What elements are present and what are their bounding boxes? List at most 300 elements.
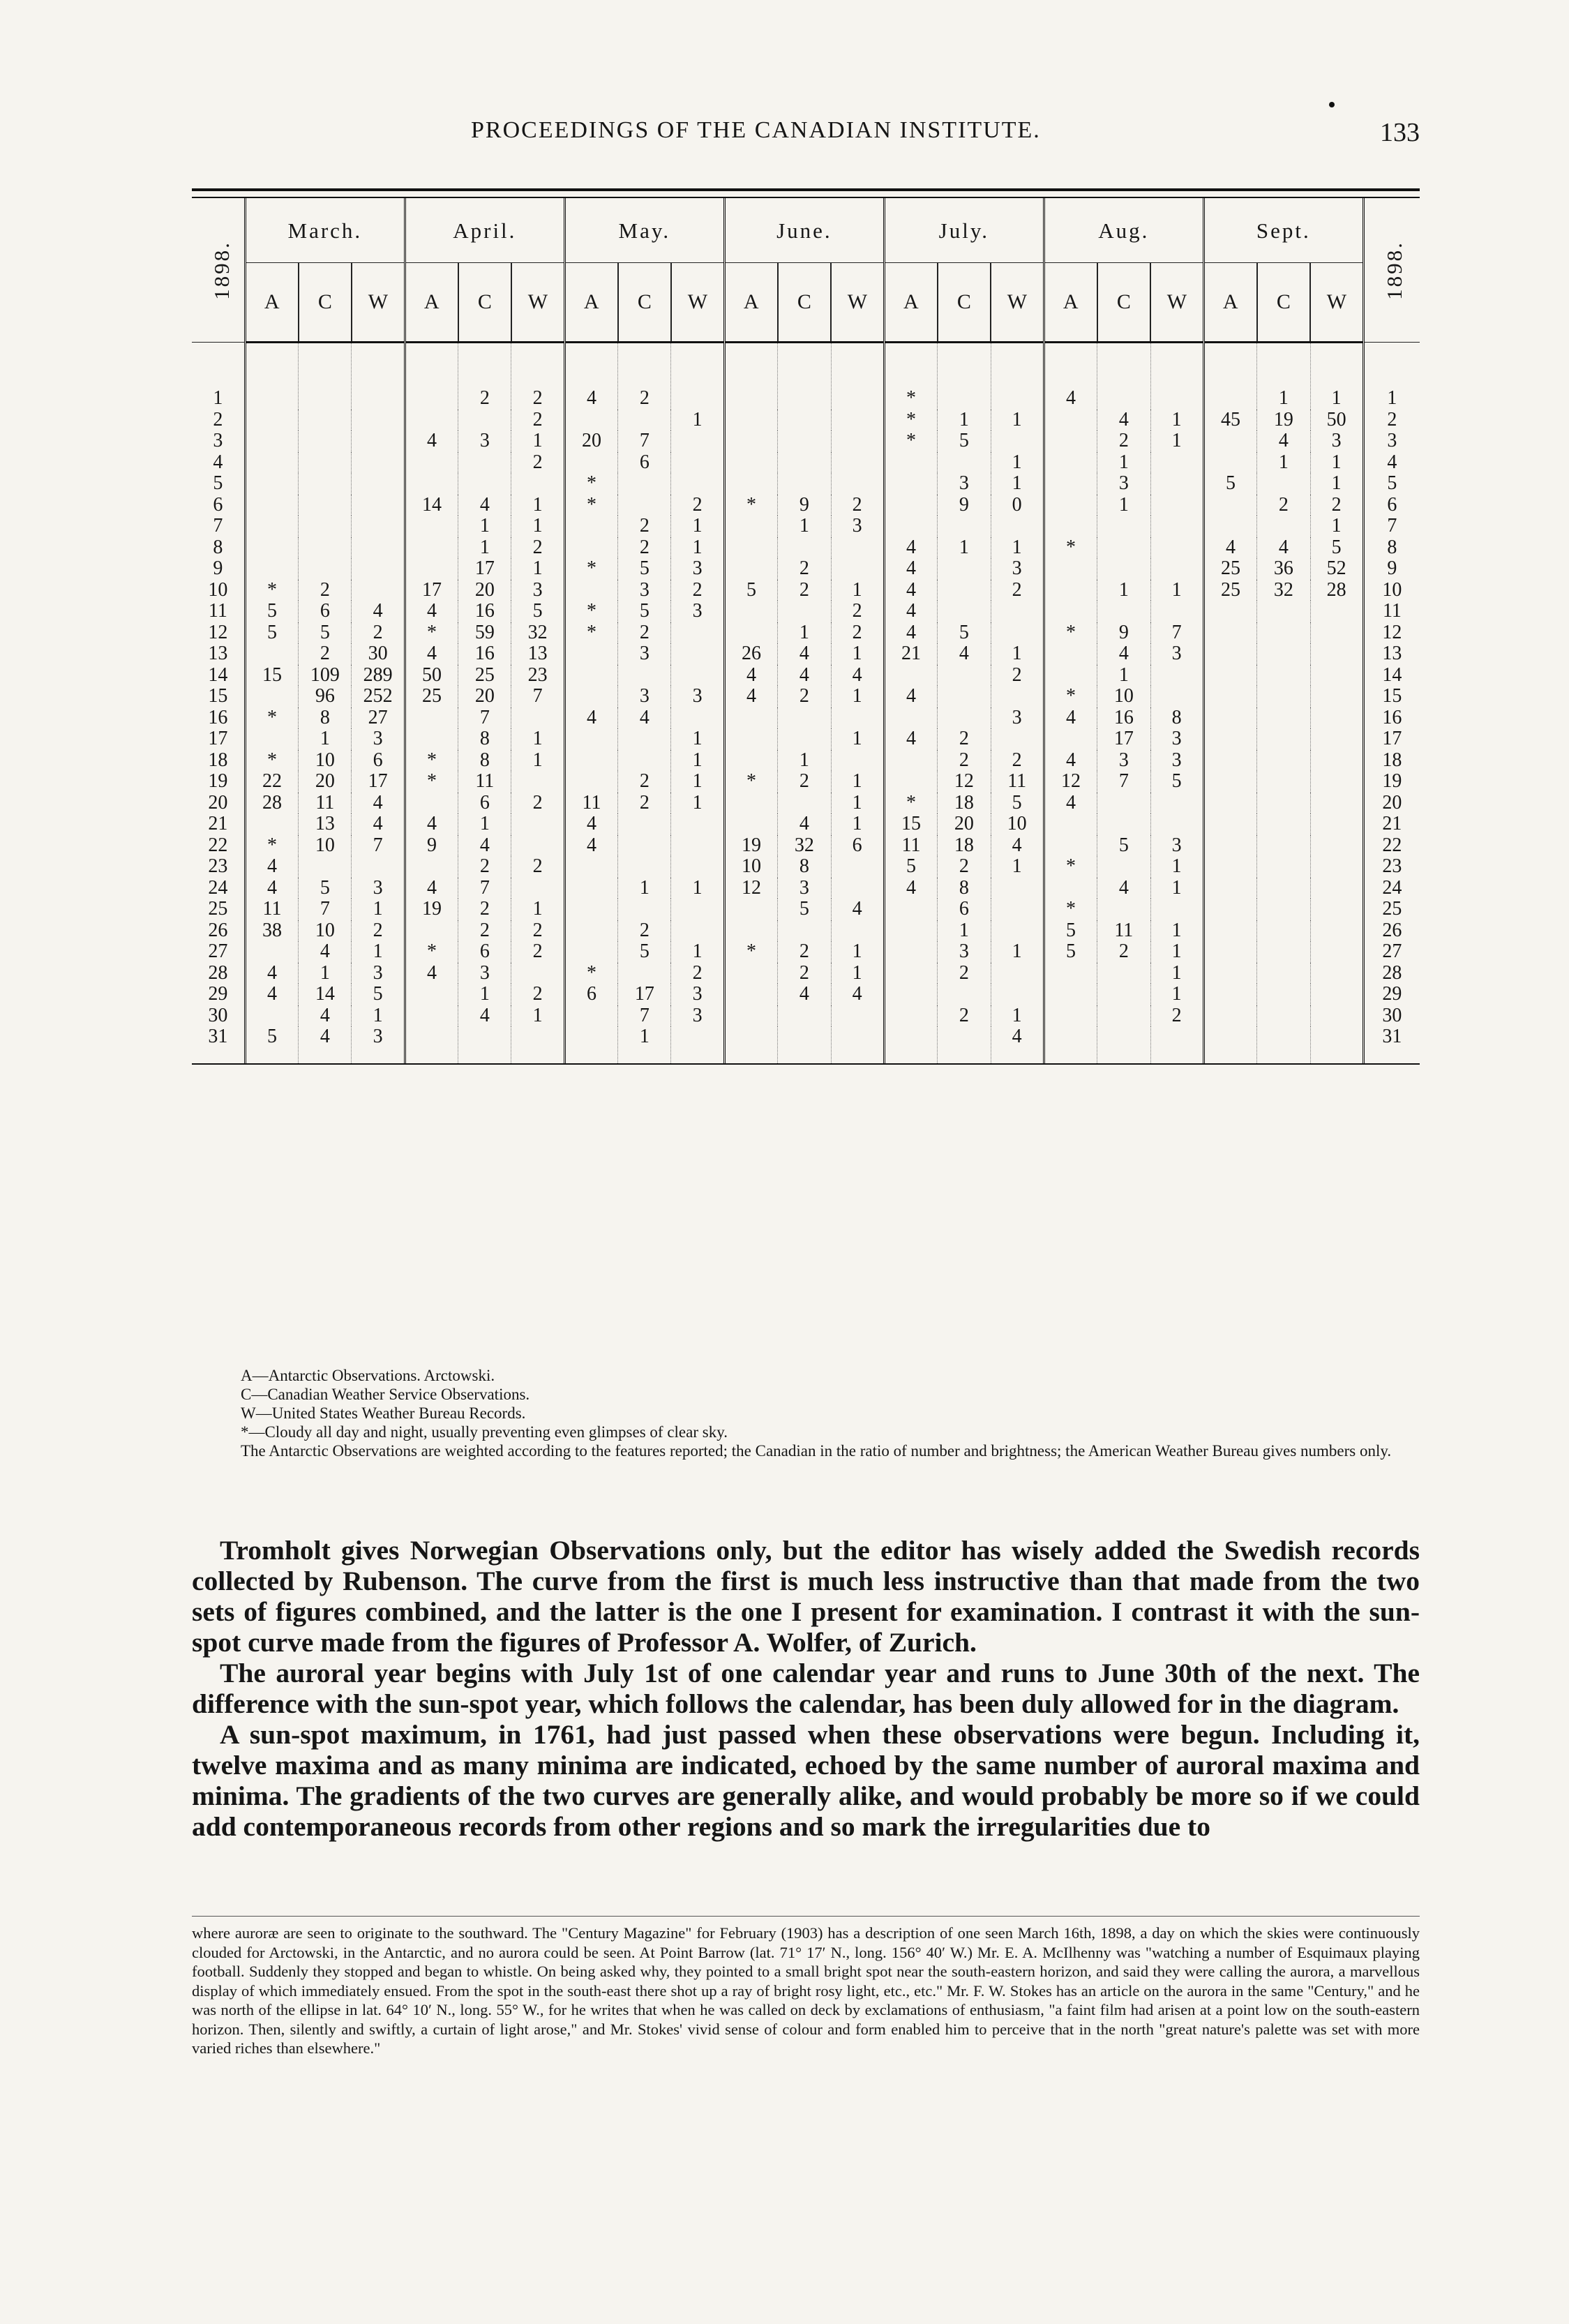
observation-cell: 8 — [299, 707, 352, 729]
observation-cell — [1044, 963, 1097, 984]
observation-cell — [671, 452, 724, 474]
observation-cell — [1257, 707, 1310, 729]
observation-cell — [991, 984, 1044, 1005]
day-number: 23 — [208, 855, 228, 878]
observation-cell — [564, 899, 617, 920]
observation-cell: 4 — [884, 878, 937, 899]
observation-cell — [1203, 963, 1256, 984]
table-row — [192, 622, 1420, 644]
observation-cell — [1257, 686, 1310, 707]
day-number: 19 — [208, 770, 228, 793]
observation-cell: 1 — [352, 941, 405, 963]
observation-cell: 1 — [618, 878, 671, 899]
observation-cell — [778, 1005, 831, 1027]
observation-cell: 2 — [778, 963, 831, 984]
table-row — [192, 1005, 1420, 1027]
observation-cell: * — [245, 580, 298, 601]
observation-cell: 5 — [511, 601, 564, 622]
observation-cell: 3 — [458, 963, 511, 984]
observation-cell: 3 — [511, 580, 564, 601]
observation-cell: 5 — [299, 878, 352, 899]
day-number: 15 — [1363, 686, 1420, 707]
observation-cell — [511, 835, 564, 857]
observation-cell: 1 — [1150, 410, 1203, 431]
observation-cell: 59 — [458, 622, 511, 644]
observation-cell — [1203, 984, 1256, 1005]
observation-cell: 1 — [1310, 452, 1363, 474]
observation-cell: 1 — [991, 643, 1044, 665]
page-mark — [1329, 102, 1335, 107]
observation-cell — [1257, 516, 1310, 537]
observation-cell — [671, 1026, 724, 1063]
observation-cell: 1 — [831, 963, 884, 984]
subcolumn-header: A — [564, 263, 617, 343]
table-row — [192, 580, 1420, 601]
observation-cell: 3 — [352, 728, 405, 750]
observation-cell: 10 — [1097, 686, 1150, 707]
body-paragraph: Tromholt gives Norwegian Observations only, but the editor has wisely added the Swedish records collected by Rubenson. The curve from the first is much less instructive than that made from the two sets of figures combined, and the latter is the one I present for examination. I contrast it with the sun-spot curve made from the figures of Professor A. Wolfer, of Zurich. — [192, 1535, 1420, 1658]
page-number: 133 — [1380, 118, 1420, 147]
observation-cell — [1150, 537, 1203, 559]
observation-cell — [778, 601, 831, 622]
observation-cell: 4 — [991, 1026, 1044, 1063]
observation-cell — [1150, 516, 1203, 537]
observation-cell — [245, 473, 298, 495]
day-number: 4 — [1363, 452, 1420, 474]
observation-cell — [1310, 622, 1363, 644]
observation-cell — [618, 495, 671, 516]
observation-cell: * — [884, 430, 937, 452]
observation-cell — [991, 899, 1044, 920]
observation-cell: 4 — [884, 601, 937, 622]
observation-cell — [724, 516, 777, 537]
observation-cell — [245, 452, 298, 474]
table-row — [192, 665, 1420, 687]
observation-cell — [831, 1005, 884, 1027]
observation-cell — [1257, 1005, 1310, 1027]
observation-cell: 1 — [831, 686, 884, 707]
observation-cell: 11 — [884, 835, 937, 857]
observation-cell: 4 — [938, 643, 991, 665]
observation-cell: 3 — [1150, 643, 1203, 665]
observation-cell — [1044, 665, 1097, 687]
observation-cell: 1 — [1150, 984, 1203, 1005]
observation-cell: 1 — [991, 452, 1044, 474]
observation-cell: 32 — [778, 835, 831, 857]
body-text — [192, 1535, 1420, 1842]
observation-cell: 2 — [778, 686, 831, 707]
observation-cell — [1310, 771, 1363, 793]
observation-cell — [724, 750, 777, 772]
observation-cell — [831, 1026, 884, 1063]
observation-cell: * — [564, 495, 617, 516]
observation-cell: 289 — [352, 665, 405, 687]
observation-cell — [1044, 452, 1097, 474]
observation-cell — [991, 430, 1044, 452]
observation-cell: 5 — [991, 793, 1044, 814]
day-number: 1 — [1363, 343, 1420, 410]
observation-cell — [352, 452, 405, 474]
observation-cell: 2 — [1257, 495, 1310, 516]
observation-cell: 13 — [511, 643, 564, 665]
observation-cell — [564, 1026, 617, 1063]
observation-cell — [1310, 707, 1363, 729]
observation-cell — [671, 920, 724, 942]
observation-cell — [724, 899, 777, 920]
observation-cell — [564, 920, 617, 942]
observation-cell — [1150, 899, 1203, 920]
observation-cell — [1203, 920, 1256, 942]
observation-cell: 5 — [299, 622, 352, 644]
observation-cell — [884, 1005, 937, 1027]
observation-cell — [724, 558, 777, 580]
observation-cell: 4 — [405, 601, 458, 622]
observation-cell: 28 — [245, 793, 298, 814]
observation-cell: * — [405, 622, 458, 644]
observation-cell — [299, 473, 352, 495]
observation-cell: 1 — [1257, 452, 1310, 474]
day-number: 3 — [213, 430, 223, 452]
observation-cell — [671, 665, 724, 687]
observation-cell — [884, 963, 937, 984]
observation-cell: 3 — [1150, 728, 1203, 750]
observation-cell: 2 — [618, 771, 671, 793]
observation-cell: 8 — [458, 750, 511, 772]
observation-cell — [1257, 984, 1310, 1005]
observation-cell: 2 — [1097, 941, 1150, 963]
observation-cell: 109 — [299, 665, 352, 687]
observation-cell — [1257, 814, 1310, 835]
observation-cell: 1 — [1150, 941, 1203, 963]
day-number: 13 — [1363, 643, 1420, 665]
observation-cell: 2 — [511, 984, 564, 1005]
observation-cell: 17 — [352, 771, 405, 793]
observation-cell — [831, 558, 884, 580]
observation-cell: 2 — [352, 920, 405, 942]
observation-cell — [564, 1005, 617, 1027]
observation-cell — [884, 941, 937, 963]
observation-cell — [1203, 707, 1256, 729]
observation-cell: 20 — [458, 686, 511, 707]
observation-cell — [1044, 430, 1097, 452]
observation-cell — [1097, 558, 1150, 580]
observation-cell — [1310, 856, 1363, 878]
table-row — [192, 856, 1420, 878]
running-title: PROCEEDINGS OF THE CANADIAN INSTITUTE. — [471, 117, 1041, 143]
observation-cell: 4 — [299, 1005, 352, 1027]
observation-cell: 5 — [618, 558, 671, 580]
observation-cell: 1 — [511, 516, 564, 537]
observation-cell — [1257, 643, 1310, 665]
observation-cell — [245, 537, 298, 559]
observation-cell: 3 — [671, 1005, 724, 1027]
observation-cell: 3 — [938, 473, 991, 495]
day-number: 6 — [213, 493, 223, 516]
observation-cell: 1 — [1097, 665, 1150, 687]
observation-cell — [991, 728, 1044, 750]
observation-cell: 1 — [1310, 343, 1363, 410]
observation-cell: 1 — [778, 516, 831, 537]
observation-cell — [1203, 878, 1256, 899]
observation-cell: 9 — [1097, 622, 1150, 644]
observation-cell — [618, 665, 671, 687]
observation-cell: 6 — [564, 984, 617, 1005]
observation-cell — [1044, 580, 1097, 601]
observation-cell: 2 — [1097, 430, 1150, 452]
observation-cell: * — [724, 941, 777, 963]
observation-cell: 5 — [618, 601, 671, 622]
observation-cell: 2 — [831, 495, 884, 516]
observation-cell: 1 — [938, 410, 991, 431]
observation-cell — [938, 601, 991, 622]
observation-cell: 6 — [299, 601, 352, 622]
observation-cell: 2 — [511, 537, 564, 559]
observation-cell — [1097, 1026, 1150, 1063]
observation-cell — [1150, 558, 1203, 580]
observation-cell: 3 — [618, 686, 671, 707]
observation-cell — [405, 920, 458, 942]
observation-cell: 18 — [938, 835, 991, 857]
observation-cell: 15 — [245, 665, 298, 687]
observation-cell: 21 — [884, 643, 937, 665]
observation-cell — [1044, 643, 1097, 665]
observation-cell: 5 — [884, 856, 937, 878]
observation-cell — [1310, 899, 1363, 920]
observation-cell — [1310, 643, 1363, 665]
observation-cell — [778, 452, 831, 474]
observation-cell: 3 — [831, 516, 884, 537]
observation-cell: 19 — [1257, 410, 1310, 431]
observation-cell: 4 — [884, 537, 937, 559]
observation-cell: 2 — [938, 1005, 991, 1027]
observation-cell: 1 — [511, 495, 564, 516]
observation-cell — [564, 452, 617, 474]
observation-cell — [1257, 856, 1310, 878]
subcolumn-header: W — [831, 263, 884, 343]
body-paragraph: A sun-spot maximum, in 1761, had just passed when these observations were begun. Including it, twelve maxima and as many minima are indicated, echoed by the same number of auroral maxima and minima. The gradients of the two curves are generally alike, and would probably be more so if we could add contemporaneous records from other regions and so mark the irregularities due to — [192, 1719, 1420, 1842]
day-number: 16 — [208, 706, 228, 728]
observation-cell — [831, 537, 884, 559]
table-row — [192, 601, 1420, 622]
observation-cell: 22 — [245, 771, 298, 793]
subcolumn-header: W — [352, 263, 405, 343]
observation-cell — [1150, 814, 1203, 835]
observation-cell: 1 — [1150, 920, 1203, 942]
observation-cell — [1257, 622, 1310, 644]
observation-cell — [724, 410, 777, 431]
observation-cell — [405, 473, 458, 495]
observation-cell: 96 — [299, 686, 352, 707]
observation-cell: 4 — [458, 1005, 511, 1027]
observation-cell: 8 — [458, 728, 511, 750]
observation-cell — [671, 343, 724, 410]
observation-cell: 2 — [458, 856, 511, 878]
observation-cell — [778, 793, 831, 814]
subcolumn-header: A — [724, 263, 777, 343]
table-row — [192, 430, 1420, 452]
observation-cell — [511, 473, 564, 495]
observation-cell — [724, 920, 777, 942]
observation-cell — [564, 537, 617, 559]
observation-cell — [1203, 750, 1256, 772]
observation-cell — [1257, 899, 1310, 920]
observation-cell — [671, 899, 724, 920]
observation-cell: 1 — [778, 622, 831, 644]
observation-cell: 10 — [724, 856, 777, 878]
observation-cell: 4 — [405, 643, 458, 665]
observation-cell: 2 — [511, 410, 564, 431]
observation-cell: 3 — [1097, 473, 1150, 495]
observation-cell: 1 — [1150, 580, 1203, 601]
observation-cell — [458, 473, 511, 495]
table-row — [192, 643, 1420, 665]
observation-cell — [1310, 963, 1363, 984]
observation-cell — [1257, 835, 1310, 857]
observation-cell: 1 — [991, 537, 1044, 559]
observation-cell: 3 — [1150, 835, 1203, 857]
observation-cell — [938, 707, 991, 729]
observation-cell: 4 — [884, 580, 937, 601]
observation-cell — [1203, 516, 1256, 537]
observation-cell — [618, 856, 671, 878]
observation-cell — [1044, 1026, 1097, 1063]
observation-cell — [352, 516, 405, 537]
observation-cell — [778, 920, 831, 942]
observation-cell: 2 — [511, 343, 564, 410]
observation-cell: 7 — [1150, 622, 1203, 644]
observation-cell: 1 — [1097, 452, 1150, 474]
observation-cell — [938, 343, 991, 410]
observation-cell: 2 — [671, 580, 724, 601]
observation-cell — [511, 963, 564, 984]
observation-cell: 1 — [299, 963, 352, 984]
observation-cell — [618, 814, 671, 835]
observation-cell — [405, 984, 458, 1005]
observation-cell: 9 — [405, 835, 458, 857]
observation-cell: 1 — [831, 814, 884, 835]
observation-cell: 3 — [671, 686, 724, 707]
observation-cell: 9 — [778, 495, 831, 516]
year-label-right: 1898. — [1363, 198, 1420, 343]
table-row — [192, 410, 1420, 431]
observation-cell: 25 — [1203, 580, 1256, 601]
observation-cell — [724, 963, 777, 984]
observation-cell: 4 — [1097, 643, 1150, 665]
running-header — [192, 117, 1420, 159]
observation-cell: 2 — [831, 622, 884, 644]
observation-cell: 1 — [671, 793, 724, 814]
observation-cell: 2 — [458, 899, 511, 920]
observation-cell — [671, 430, 724, 452]
day-number: 23 — [1363, 856, 1420, 878]
table-row — [192, 920, 1420, 942]
observation-cell: 10 — [991, 814, 1044, 835]
observation-cell: 1 — [352, 899, 405, 920]
observation-cell: * — [884, 343, 937, 410]
observation-cell: 38 — [245, 920, 298, 942]
day-number: 26 — [208, 919, 228, 941]
observation-cell: 11 — [245, 899, 298, 920]
observation-cell — [405, 452, 458, 474]
observation-cell — [831, 343, 884, 410]
observation-cell: 4 — [884, 728, 937, 750]
observation-cell: 1 — [1097, 580, 1150, 601]
footnote-text: where auroræ are seen to originate to the southward. The "Century Magazine" for February (1903) has a description of one seen March 16th, 1898, a day on which the skies were continuously clouded for Arctowski, in the Antarctic, and no aurora could be seen. At Point Barrow (lat. 71° 17′ N., long. 156° 40′ W.) Mr. E. A. McIlhenny was "watching a number of Esquimaux playing football. Suddenly they stopped and began to whistle. On being asked why, they pointed to a small bright spot near the south-eastern horizon, and said they were calling the aurora, a marvellous display of which immediately ensued. From the spot in the south-east there shot up a ray of bright rosy light, etc., etc." Mr. F. W. Stokes has an article on the aurora in the same "Century," and he was north of the ellipse in lat. 64° 10′ N., long. 55° W., for he writes that when he was called on deck by exclamations of enthusiasm, "a faint film had arisen at a point low on the south-eastern horizon. Then, silently and swiftly, a curtain of light arose," and Mr. Stokes' vivid sense of colour and form enabled him to perceive that in the north "great nature's palette was set with more varied riches than elsewhere." — [192, 1924, 1420, 2057]
observation-cell — [352, 537, 405, 559]
observation-cell: 23 — [511, 665, 564, 687]
table-row — [192, 835, 1420, 857]
observation-cell: 11 — [299, 793, 352, 814]
observation-cell: 5 — [352, 984, 405, 1005]
subcolumn-header: W — [671, 263, 724, 343]
observation-cell — [778, 473, 831, 495]
table-row — [192, 771, 1420, 793]
observation-cell — [1257, 771, 1310, 793]
observation-cell — [1257, 878, 1310, 899]
observation-cell: 5 — [778, 899, 831, 920]
observation-cell: 3 — [1310, 430, 1363, 452]
observation-cell — [1257, 941, 1310, 963]
observation-cell: 2 — [618, 516, 671, 537]
observation-cell: * — [245, 750, 298, 772]
observation-cell — [1044, 1005, 1097, 1027]
table-row — [192, 707, 1420, 729]
observation-cell — [1203, 1026, 1256, 1063]
observation-cell — [1310, 750, 1363, 772]
table-row — [192, 452, 1420, 474]
observation-cell — [299, 452, 352, 474]
day-number: 3 — [1363, 430, 1420, 452]
observation-cell: 4 — [458, 495, 511, 516]
observation-cell: 4 — [1044, 343, 1097, 410]
day-number: 28 — [1363, 963, 1420, 984]
day-number: 12 — [1363, 622, 1420, 644]
observation-cell: 2 — [511, 941, 564, 963]
observation-cell — [724, 452, 777, 474]
observation-cell — [245, 643, 298, 665]
observation-cell — [458, 452, 511, 474]
observation-cell: 2 — [299, 643, 352, 665]
observation-cell: * — [1044, 537, 1097, 559]
observation-cell: 4 — [831, 899, 884, 920]
observation-cell: 4 — [778, 814, 831, 835]
subcolumn-header: C — [299, 263, 352, 343]
observation-cell: 4 — [1044, 793, 1097, 814]
observation-cell — [778, 343, 831, 410]
observation-cell: 4 — [884, 622, 937, 644]
observation-cell — [831, 430, 884, 452]
observation-cell — [1203, 452, 1256, 474]
observation-cell: 6 — [458, 793, 511, 814]
observation-cell: 4 — [1257, 430, 1310, 452]
observation-cell — [778, 1026, 831, 1063]
observation-cell — [1097, 1005, 1150, 1027]
observation-cell: 1 — [1150, 430, 1203, 452]
observation-cell: 5 — [1203, 473, 1256, 495]
observation-cell — [1097, 963, 1150, 984]
observation-cell — [724, 601, 777, 622]
observation-cell: 11 — [458, 771, 511, 793]
observation-cell — [1257, 601, 1310, 622]
observation-cell — [1097, 537, 1150, 559]
observation-cell — [618, 835, 671, 857]
day-number: 19 — [1363, 771, 1420, 793]
observation-cell: 4 — [564, 707, 617, 729]
observation-cell — [778, 537, 831, 559]
table-row — [192, 343, 1420, 410]
observation-cell — [405, 1005, 458, 1027]
observation-cell: 4 — [778, 984, 831, 1005]
